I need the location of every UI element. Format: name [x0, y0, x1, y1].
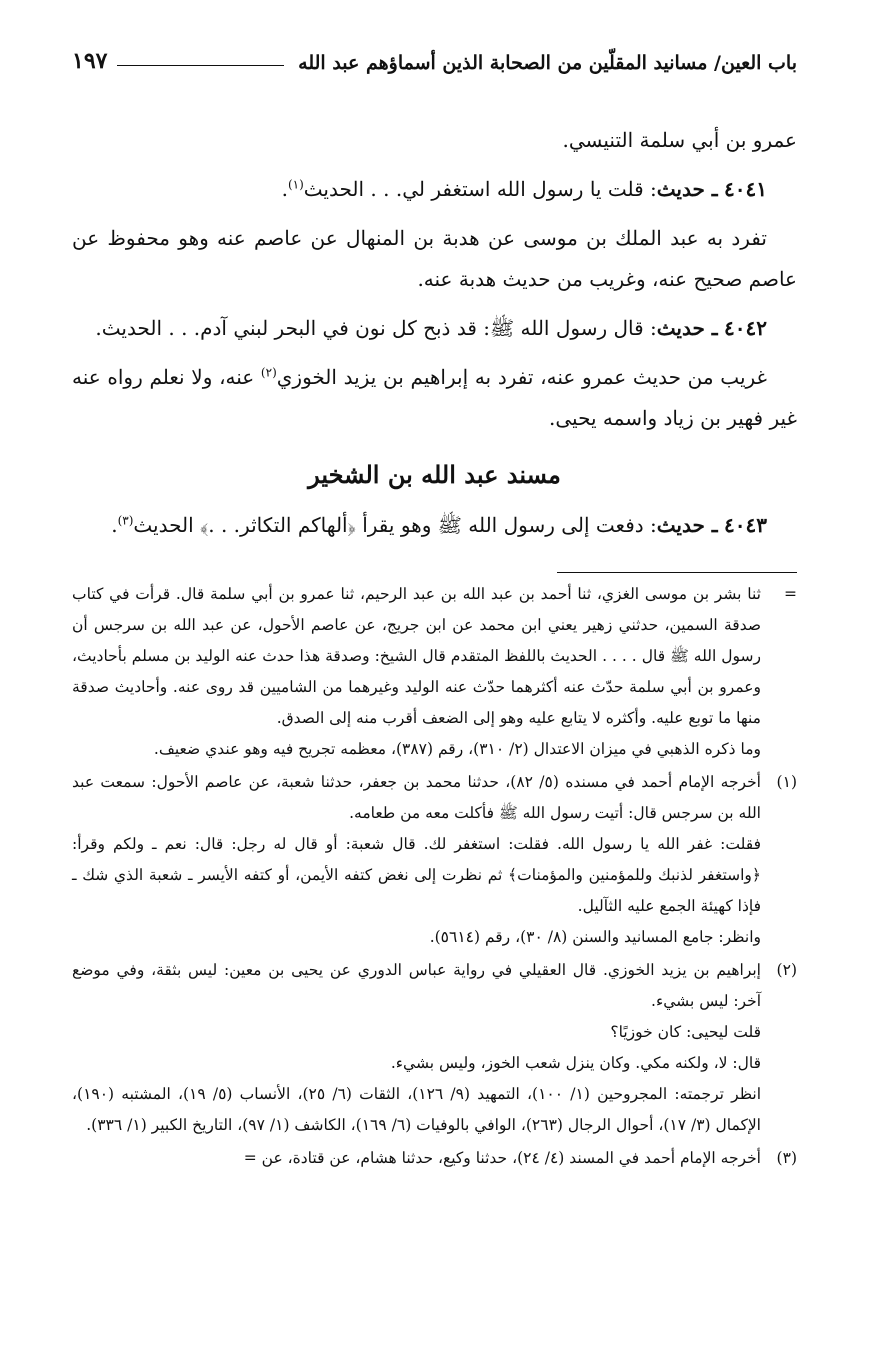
footnote-continued — [72, 579, 797, 765]
chapter-title: باب العين/ مسانيد المقلّين من الصحابة الذين أسماؤهم عبد الله — [298, 52, 797, 74]
footnote-paragraph: إبراهيم بن يزيد الخوزي. قال العقيلي في رواية عباس الدوري عن يحيى بن معين: ليس بثقة، وفي موضع آخر: ليس بشيء. — [72, 961, 761, 1010]
commentary-4042 — [72, 357, 797, 439]
hadith-number: ٤٠٤٣ — [724, 513, 767, 537]
footnote-paragraph: ثنا بشر بن موسى الغزي، ثنا أحمد بن عبد الله بن عبد الرحيم، ثنا عمرو بن أبي سلمة قال. قرأت في كتاب صدقة السمين، حدثني زهير يعني ابن محمد عن ابن جريج، عن عاصم الأحول، عن عبد الله بن سرجس أن رسول الله ﷺ قال . . . . الحديث باللفظ المتقدم قال الشيخ: وصدقة هذا حدث عنه الوليد بن مسلم بأحاديث، وعمرو بن أبي سلمة حدّث عنه أكثرهما حدّث عنه الوليد وغيرهما من الشاميين قد روى عنه. وأحاديث صدقة منها ما توبع عليه. وأكثره لا يتابع عليه وهو إلى الضعف أقرب منه إلى الصدق. — [72, 585, 761, 727]
footnote-paragraph: انظر ترجمته: المجروحين (١/ ١٠٠)، التمهيد (٩/ ١٢٦)، الثقات (٦/ ٢٥)، الأنساب (٥/ ١٩)، المشتبه (١٩٠)، الإكمال (٣/ ١٧)، أحوال الرجال (٢٦٣)، الوافي بالوفيات (٦/ ١٦٩)، الكاشف (١/ ٩٧)، التاريخ الكبير (١/ ٣٣٦). — [72, 1085, 762, 1134]
footnote-paragraph: قال: لا، ولكنه مكي. وكان ينزل شعب الخوز، وليس بشيء. — [390, 1054, 761, 1072]
hadith-text: : قال رسول الله ﷺ: قد ذبح كل نون في البحر لبني آدم. . . الحديث. — [95, 316, 657, 340]
footnote-separator — [557, 572, 797, 573]
section-heading: مسند عبد الله بن الشخير — [308, 460, 561, 489]
hadith-text: : قلت يا رسول الله استغفر لي. . . الحديث — [303, 177, 657, 201]
footnote-ref[interactable]: (١) — [287, 177, 304, 192]
paragraph-narrator: عمرو بن أبي سلمة التنيسي. — [562, 128, 797, 152]
footnote-paragraph: فقلت: غفر الله يا رسول الله. فقلت: استغفر لك. قال شعبة: أو قال له رجل: قال: نعم ـ ولكم وقرأ: ﴿واستغفر لذنبك وللمؤمنين والمؤمنات﴾ ثم نظرت إلى نغض كتفه الأيمن، أو كتفه الأيسر ـ شعبة الذي شك ـ فإذا كهيئة الجمع عليه الثآليل. — [72, 835, 761, 915]
footnote-3 — [72, 1143, 797, 1174]
footnote-marker: (٢) — [776, 961, 797, 979]
main-text — [72, 120, 797, 546]
footnote-ref[interactable]: (٣) — [117, 513, 134, 528]
footnote-paragraph: قلت ليحيى: كان خوزيًا؟ — [610, 1023, 761, 1041]
commentary-text-end: عنه، ولا نعلم رواه عنه غير فهير بن زياد واسمه يحيى. — [72, 365, 797, 430]
hadith-4042 — [72, 308, 797, 349]
hadith-keyword: ـ حديث — [656, 177, 718, 201]
header-rule — [117, 65, 284, 66]
footnote-body — [72, 1143, 761, 1174]
hadith-number: ٤٠٤٢ — [724, 316, 767, 340]
footnote-2 — [72, 955, 797, 1141]
commentary-4041: تفرد به عبد الملك بن موسى عن هدبة بن المنهال عن عاصم عنه وهو محفوظ عن عاصم صحيح عنه، وغريب من حديث هدبة عنه. — [72, 226, 797, 291]
footnote-1 — [72, 767, 797, 953]
footnote-marker: (١) — [776, 773, 797, 791]
footnote-paragraph: وما ذكره الذهبي في ميزان الاعتدال (٢/ ٣١٠)، رقم (٣٨٧)، معظمه تجريح فيه وهو عندي ضعيف. — [153, 740, 761, 758]
footnote-paragraph: وانظر: جامع المسانيد والسنن (٨/ ٣٠)، رقم (٥٦١٤). — [429, 928, 761, 946]
hadith-text: : دفعت إلى رسول الله ﷺ وهو يقرأ ﴿ألهاكم التكاثر. . .﴾ الحديث — [133, 513, 657, 537]
footnote-body — [72, 767, 761, 953]
footnote-body — [72, 579, 761, 765]
hadith-number: ٤٠٤١ — [724, 177, 767, 201]
hadith-end: . — [281, 177, 288, 201]
commentary-text: غريب من حديث عمرو عنه، تفرد به إبراهيم بن يزيد الخوزي — [276, 365, 768, 389]
footnote-marker: (٣) — [776, 1149, 797, 1167]
hadith-keyword: ـ حديث — [656, 513, 718, 537]
page-number: ١٩٧ — [72, 48, 108, 74]
hadith-keyword: ـ حديث — [656, 316, 718, 340]
footnote-marker: = — [784, 585, 797, 603]
hadith-4043 — [72, 505, 797, 546]
hadith-end: . — [111, 513, 118, 537]
hadith-4041 — [72, 169, 797, 210]
footnote-paragraph: أخرجه الإمام أحمد في مسنده (٥/ ٨٢)، حدثنا محمد بن جعفر، حدثنا شعبة، عن عاصم الأحول: سمعت عبد الله بن سرجس قال: أتيت رسول الله ﷺ فأكلت معه من طعامه. — [72, 773, 761, 822]
footnote-body — [72, 955, 761, 1141]
footnote-paragraph: أخرجه الإمام أحمد في المسند (٤/ ٢٤)، حدثنا وكيع، حدثنا هشام، عن قتادة، عن = — [243, 1149, 761, 1167]
footnote-ref[interactable]: (٢) — [260, 365, 277, 380]
running-header — [72, 40, 797, 74]
footnotes — [72, 579, 797, 1174]
